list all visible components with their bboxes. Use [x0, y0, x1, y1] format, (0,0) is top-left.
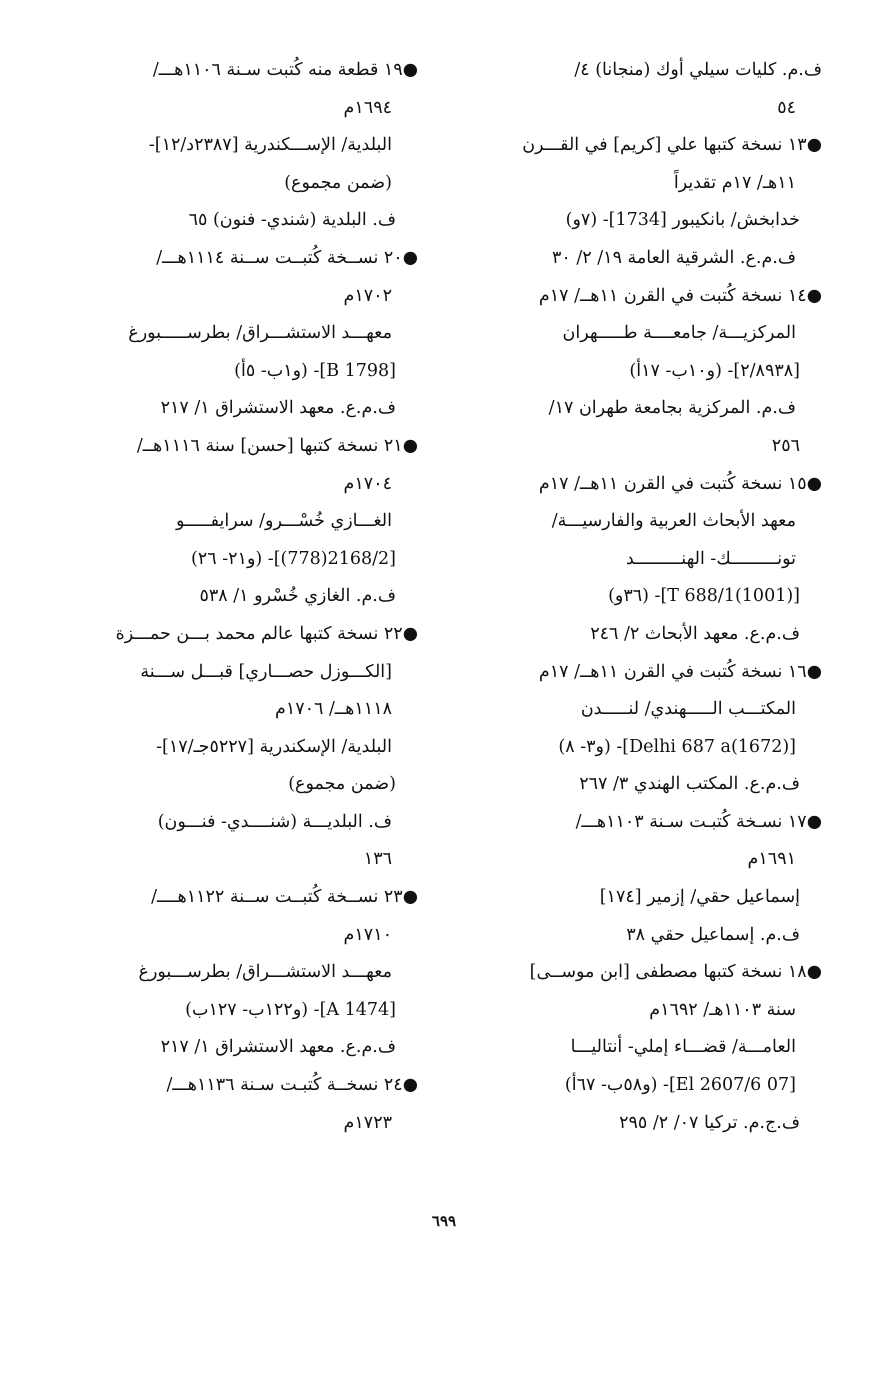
left-column-line: ١٧٠٢م: [343, 285, 392, 306]
left-column-line: (ضمن مجموع): [284, 172, 392, 193]
left-column-line: [B 1798]- (و١ب- ٥أ): [234, 360, 396, 381]
right-column-line: ف.م.ع. المكتب الهندي ٣/ ٢٦٧: [579, 774, 800, 795]
left-column-line: ١٧١٠م: [343, 924, 392, 945]
page-number: ٦٩٩: [431, 1212, 457, 1230]
left-column-line: [الكـــوزل حصـــاري] قبـــل ســـنة: [140, 661, 392, 682]
left-column-line: ف.م.ع. معهد الاستشراق ١/ ٢١٧: [160, 398, 396, 419]
right-column-line: ●١٣ نسخة كتبها علي [كريم] في القـــرن: [522, 135, 822, 156]
left-column: [68, 52, 418, 1142]
left-column-line: البلدية/ الإسكندرية [٥٢٢٧جـ/١٧]-: [156, 736, 392, 757]
right-column-line: ٥٤: [777, 97, 796, 118]
right-column-line: المركزيـــة/ جامعــــة طـــــهران: [562, 323, 796, 344]
right-column-line: [٢/٨٩٣٨]- (و١٠ب- ١٧أ): [629, 360, 800, 381]
right-column-line: ١١هـ/ ١٧م تقديراً: [673, 172, 796, 193]
left-column-line: ١١١٨هــ/ ١٧٠٦م: [274, 699, 392, 720]
left-column-line: ●٢٠ نســخة كُتبــت ســنة ١١١٤هـــ/: [156, 247, 418, 268]
right-column-line: ●١٨ نسخة كتبها مصطفى [ابن موســى]: [529, 962, 822, 983]
right-column-line: تونـــــــــك- الهنـــــــــد: [625, 548, 796, 569]
right-column-line: خدابخش/ بانكيبور [1734]- (٧و): [565, 210, 800, 231]
right-column-line: ●١٧ نسـخة كُتبـت سـنة ١١٠٣هـــ/: [575, 811, 822, 832]
right-column-line: ف.م.ع. معهد الأبحاث ٢/ ٢٤٦: [590, 623, 800, 644]
right-column-line: معهد الأبحاث العربية والفارسيـــة/: [551, 511, 796, 532]
left-column-line: ١٧٠٤م: [343, 473, 392, 494]
left-column-line: ١٧٢٣م: [343, 1112, 392, 1133]
left-column-line: [2168/2(778)]- (و٢١- ٢٦): [191, 548, 396, 569]
left-column-line: ف.م.ع. معهد الاستشراق ١/ ٢١٧: [160, 1037, 396, 1058]
right-column-line: ف.م. إسماعيل حقي ٣٨: [626, 924, 800, 945]
right-column-line: ●١٤ نسخة كُتبت في القرن ١١هــ/ ١٧م: [538, 285, 822, 306]
right-column-line: المكتـــب الـــــهندي/ لنـــــدن: [580, 699, 796, 720]
left-column-line: ١٣٦: [363, 849, 392, 870]
left-column-line: ●٢٢ نسخة كتبها عالم محمد بـــن حمـــزة: [115, 623, 418, 644]
right-column-line: سنة ١١٠٣هـ/ ١٦٩٢م: [649, 999, 796, 1020]
left-column-line: (ضمن مجموع): [288, 774, 396, 795]
left-column-line: ●٢٣ نســخة كُتبــت ســنة ١١٢٢هــــ/: [151, 887, 418, 908]
right-column-line: [(1001)T 688/1]- (٣٦و): [608, 586, 800, 607]
right-column-line: [07 El 2607/6]- (و٥٨ب- ٦٧أ): [564, 1075, 796, 1096]
right-column-line: إسماعيل حقي/ إزمير [١٧٤]: [599, 887, 800, 908]
right-column-line: ف.ج.م. تركيا ٠٧/ ٢/ ٢٩٥: [619, 1112, 800, 1133]
right-column: [474, 52, 822, 1142]
right-column-line: ف.م.ع. الشرقية العامة ١٩/ ٢/ ٣٠: [552, 247, 796, 268]
left-column-line: ف. البلديـــة (شنــــدي- فنـــون): [157, 811, 392, 832]
left-column-line: ١٦٩٤م: [343, 97, 392, 118]
left-column-line: معهـــد الاستشـــراق/ بطرســـــبورغ: [128, 323, 392, 344]
left-column-line: ف. البلدية (شندي- فنون) ٦٥: [188, 210, 396, 231]
left-column-line: ف.م. الغازي خُسْرو ١/ ٥٣٨: [199, 586, 396, 607]
right-column-line: ف.م. كليات سيلي أوك (منجانا) ٤/: [574, 60, 822, 80]
right-column-line: ●١٥ نسخة كُتبت في القرن ١١هــ/ ١٧م: [538, 473, 822, 494]
right-column-line: [(1672)Delhi 687 a]- (و٣- ٨): [558, 736, 796, 757]
right-column-line: ف.م. المركزية بجامعة طهران ١٧/: [548, 398, 796, 419]
left-column-line: ●٢٤ نسخــة كُتبـت سـنة ١١٣٦هـــ/: [166, 1075, 418, 1096]
right-column-line: ٢٥٦: [771, 435, 800, 456]
left-column-line: ●١٩ قطعة منه كُتبت سـنة ١١٠٦هـــ/: [152, 60, 418, 80]
left-column-line: [A 1474]- (و١٢٢ب- ١٢٧ب): [185, 999, 396, 1020]
right-column-line: العامـــة/ قضـــاء إملي- أنتاليـــا: [570, 1037, 796, 1058]
left-column-line: ●٢١ نسخة كتبها [حسن] سنة ١١١٦هــ/: [136, 435, 418, 456]
left-column-line: البلدية/ الإســـكندرية [٢٣٨٧د/١٢]-: [148, 135, 392, 156]
right-column-line: ١٦٩١م: [747, 849, 796, 870]
right-column-line: ●١٦ نسخة كُتبت في القرن ١١هــ/ ١٧م: [538, 661, 822, 682]
left-column-line: الغـــازي خُسْـــرو/ سرايفـــــو: [175, 511, 392, 532]
left-column-line: معهـــد الاستشـــراق/ بطرســـبورغ: [138, 962, 392, 983]
